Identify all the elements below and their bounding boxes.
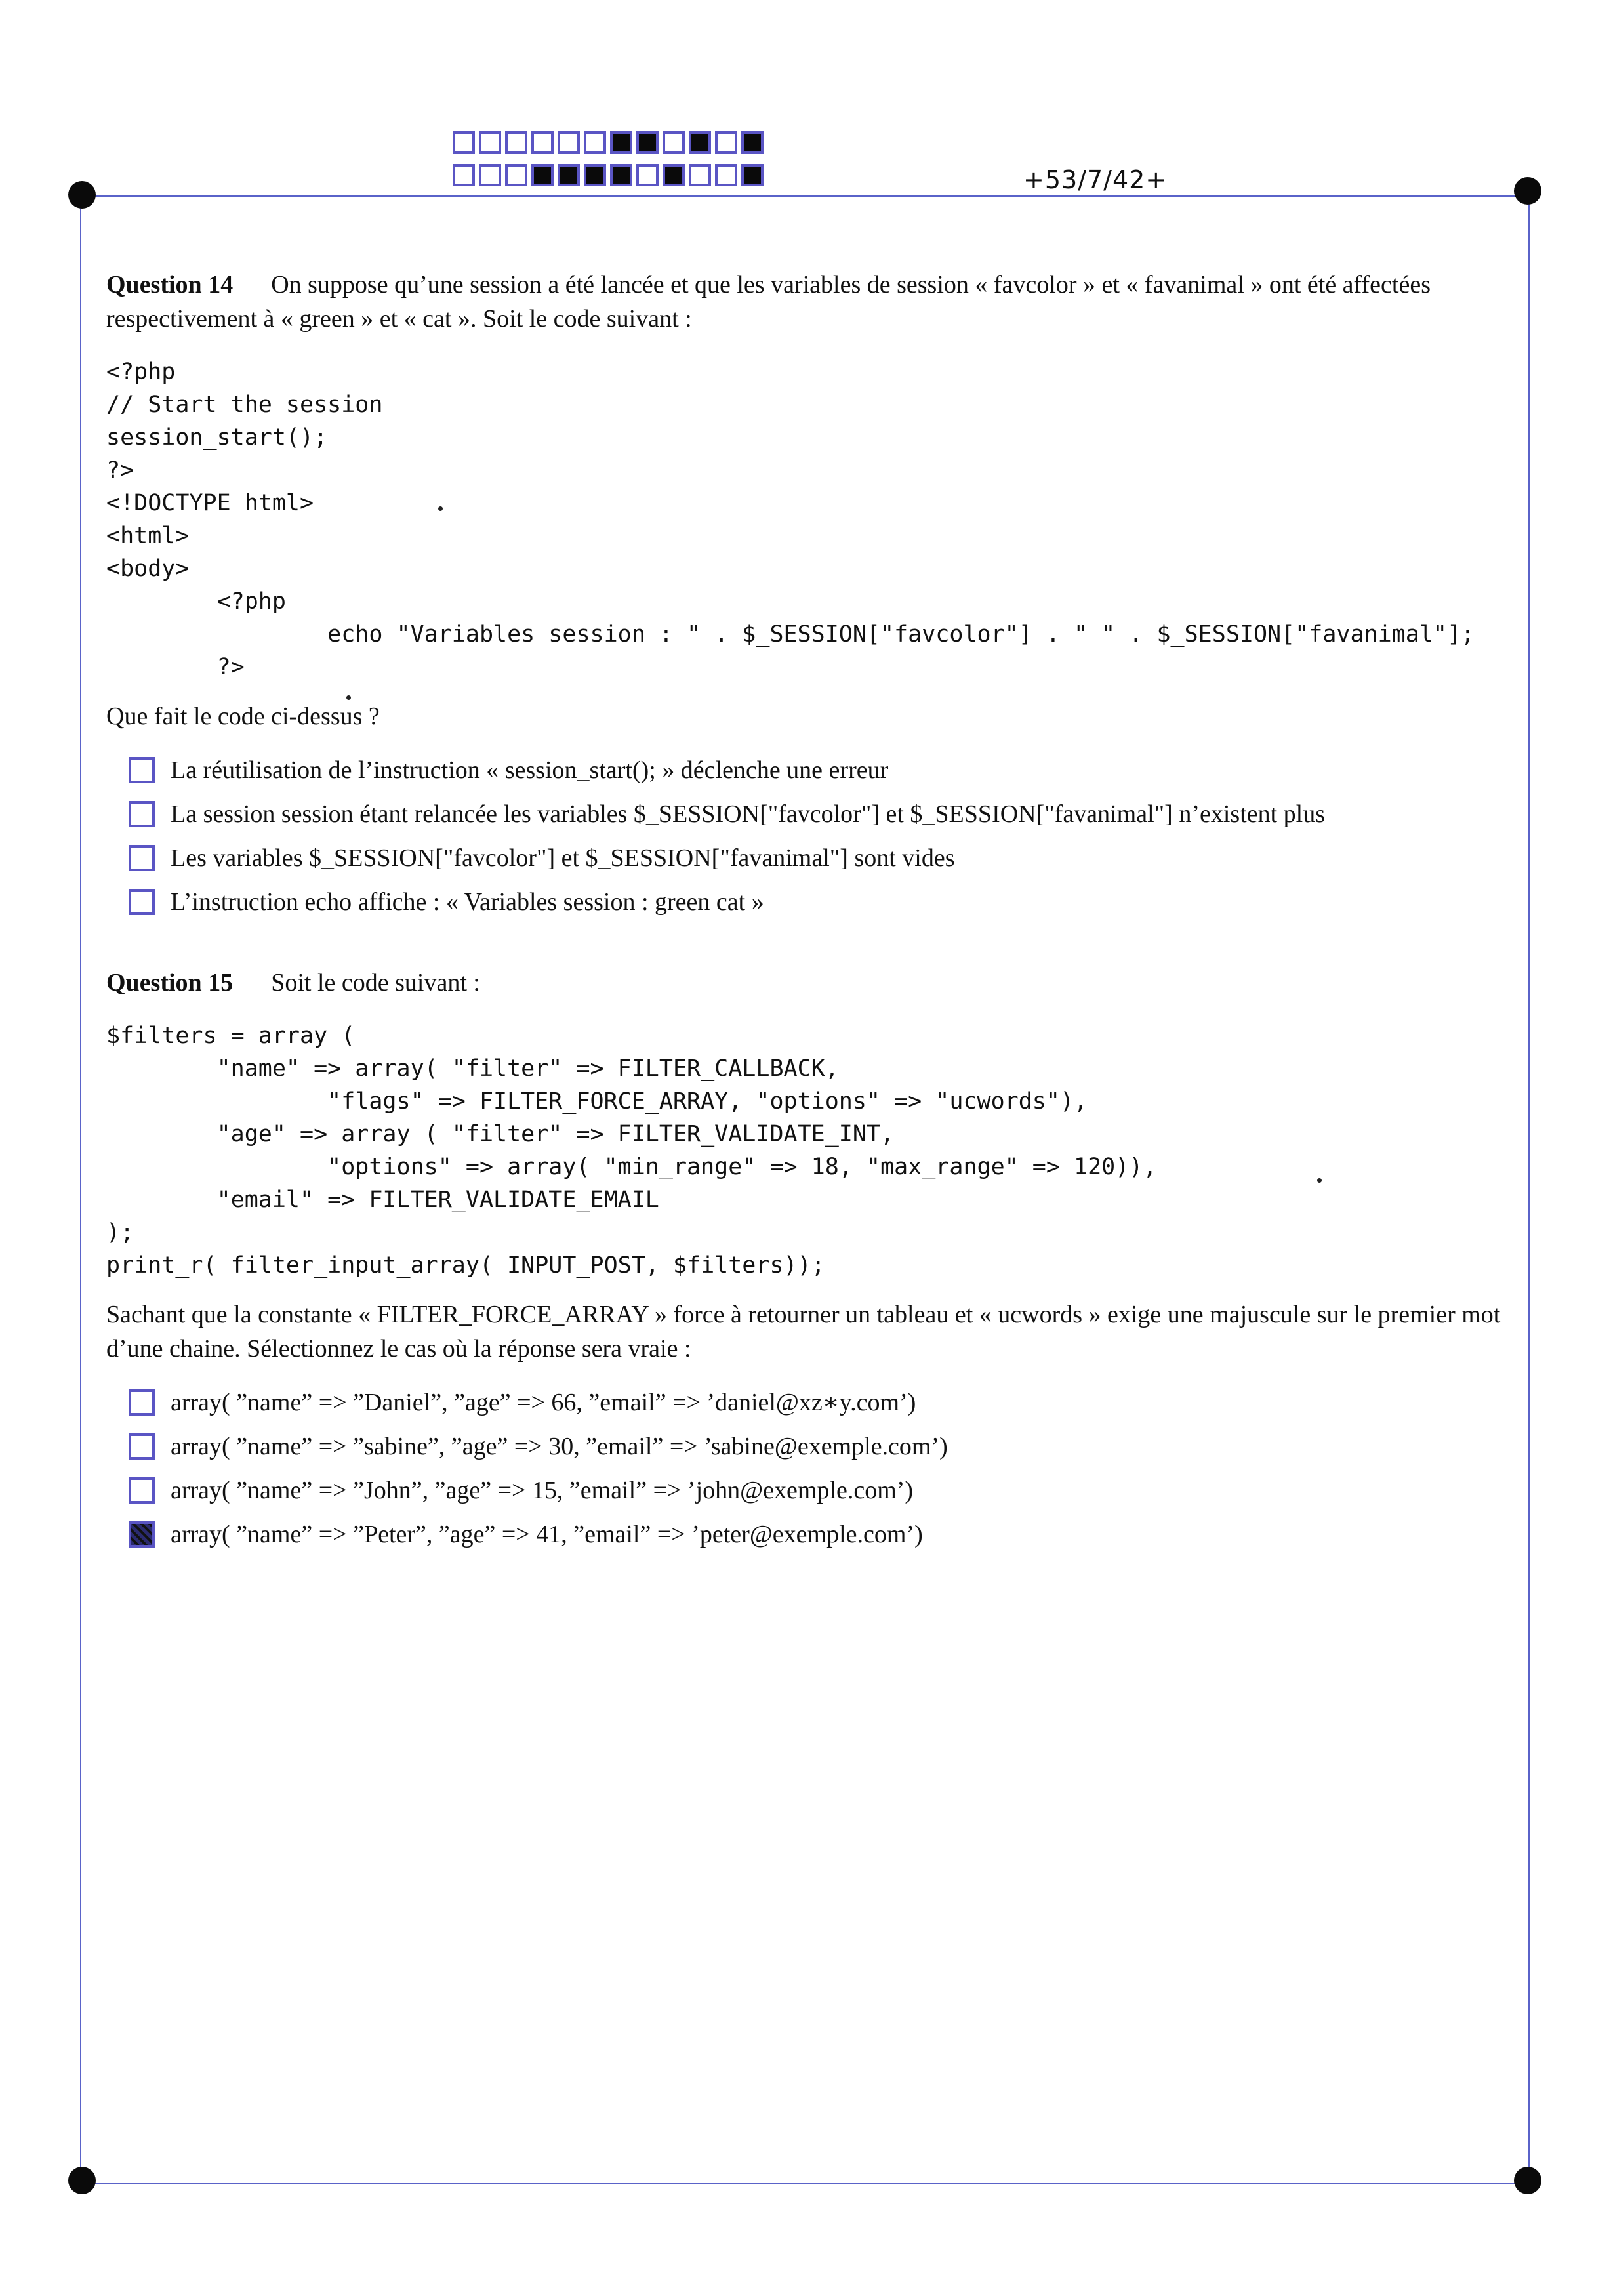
answer-option[interactable] (129, 748, 1510, 792)
question-15 (106, 966, 1510, 1556)
barcode-cell-empty (479, 164, 501, 186)
question-label: Question 14 (106, 271, 234, 298)
code-block: $filters = array ( "name" => array( "filter" => FILTER_CALLBACK, "flags" => FILTER_FORCE_ARRAY, "options" => "ucwords"), "age" => array ( "filter" => FILTER_VALIDATE_INT, "options" => array( "min_range" => 18, "max_range" => 120)), "email" => FILTER_VALIDATE_EMAIL ); print_r( filter_input_array( INPUT_POST, $filters)); (106, 1023, 1157, 1279)
answer-option[interactable] (129, 880, 1510, 924)
answer-option[interactable] (129, 1424, 1510, 1468)
barcode-cell-empty (505, 131, 527, 154)
corner-mark-top-right (1514, 177, 1541, 205)
barcode-cell-empty (453, 164, 475, 186)
answer-text: La session session étant relancée les variables $_SESSION["favcolor"] et $_SESSION["favanimal"] n’existent plus (171, 800, 1326, 828)
answer-list (129, 1380, 1510, 1556)
answer-checkbox[interactable] (129, 1521, 155, 1548)
question-label: Question 15 (106, 969, 234, 996)
answer-text: array( ”name” => ”Daniel”, ”age” => 66, ”email” => ’daniel@xz∗y.com’) (171, 1388, 916, 1416)
barcode-cell-filled (689, 131, 711, 154)
answer-text: Les variables $_SESSION["favcolor"] et $_SESSION["favanimal"] sont vides (171, 844, 955, 872)
barcode-cell-filled (741, 164, 764, 186)
answer-option[interactable] (129, 792, 1510, 836)
barcode-cell-empty (636, 164, 659, 186)
answer-option[interactable] (129, 1512, 1510, 1556)
barcode-cell-empty (689, 164, 711, 186)
answer-text: array( ”name” => ”John”, ”age” => 15, ”email” => ’john@exemple.com’) (171, 1476, 914, 1504)
answer-checkbox[interactable] (129, 1433, 155, 1460)
barcode-cell-empty (558, 131, 580, 154)
question-intro: On suppose qu’une session a été lancée et que les variables de session « favcolor » et « favanimal » ont été affectées respectivement à « green » et « cat ». Soit le code suivant : (106, 271, 1431, 333)
question-14 (106, 268, 1510, 924)
answer-text: array( ”name” => ”sabine”, ”age” => 30, ”email” => ’sabine@exemple.com’) (171, 1432, 948, 1460)
barcode-cell-empty (453, 131, 475, 154)
barcode-row-bottom (453, 164, 767, 186)
barcode-cell-empty (584, 131, 606, 154)
answer-checkbox[interactable] (129, 1477, 155, 1504)
question-prompt: Que fait le code ci-dessus ? (106, 703, 380, 730)
answer-checkbox[interactable] (129, 889, 155, 915)
barcode-row-top (453, 131, 767, 154)
barcode-cell-filled (610, 131, 632, 154)
barcode-cell-empty (531, 131, 554, 154)
answer-checkbox[interactable] (129, 1389, 155, 1416)
answer-checkbox[interactable] (129, 801, 155, 827)
corner-mark-top-left (68, 181, 96, 209)
exam-content (106, 268, 1510, 1598)
barcode-cell-empty (505, 164, 527, 186)
answer-text: L’instruction echo affiche : « Variables session : green cat » (171, 888, 764, 916)
answer-option[interactable] (129, 1468, 1510, 1512)
barcode-cell-empty (663, 131, 685, 154)
answer-text: array( ”name” => ”Peter”, ”age” => 41, ”email” => ’peter@exemple.com’) (171, 1520, 923, 1548)
barcode-cell-empty (715, 164, 737, 186)
barcode-cell-filled (663, 164, 685, 186)
answer-option[interactable] (129, 836, 1510, 880)
answer-checkbox[interactable] (129, 845, 155, 871)
barcode-cell-filled (636, 131, 659, 154)
question-prompt: Sachant que la constante « FILTER_FORCE_ARRAY » force à retourner un tableau et « ucwords » exige une majuscule sur le premier mot d’une chaine. Sélectionnez le cas où la réponse sera vraie : (106, 1301, 1501, 1363)
answer-list (129, 748, 1510, 924)
answer-option[interactable] (129, 1380, 1510, 1424)
barcode-cell-empty (479, 131, 501, 154)
question-intro: Soit le code suivant : (271, 969, 480, 996)
barcode-cell-filled (558, 164, 580, 186)
barcode-cell-filled (610, 164, 632, 186)
corner-mark-bottom-left (68, 2167, 96, 2194)
barcode-cell-filled (741, 131, 764, 154)
corner-mark-bottom-right (1514, 2167, 1541, 2194)
barcode-cell-filled (531, 164, 554, 186)
answer-text: La réutilisation de l’instruction « session_start(); » déclenche une erreur (171, 756, 889, 784)
barcode-cell-empty (715, 131, 737, 154)
barcode-cell-filled (584, 164, 606, 186)
sheet-id: +53/7/42+ (1023, 165, 1168, 194)
code-block: <?php // Start the session session_start(); ?> <!DOCTYPE html> <html> <body> <?php echo "Variables session : " . $_SESSION["favcolor"] . " " . $_SESSION["favanimal"]; ?> (106, 359, 1475, 680)
answer-checkbox[interactable] (129, 757, 155, 783)
